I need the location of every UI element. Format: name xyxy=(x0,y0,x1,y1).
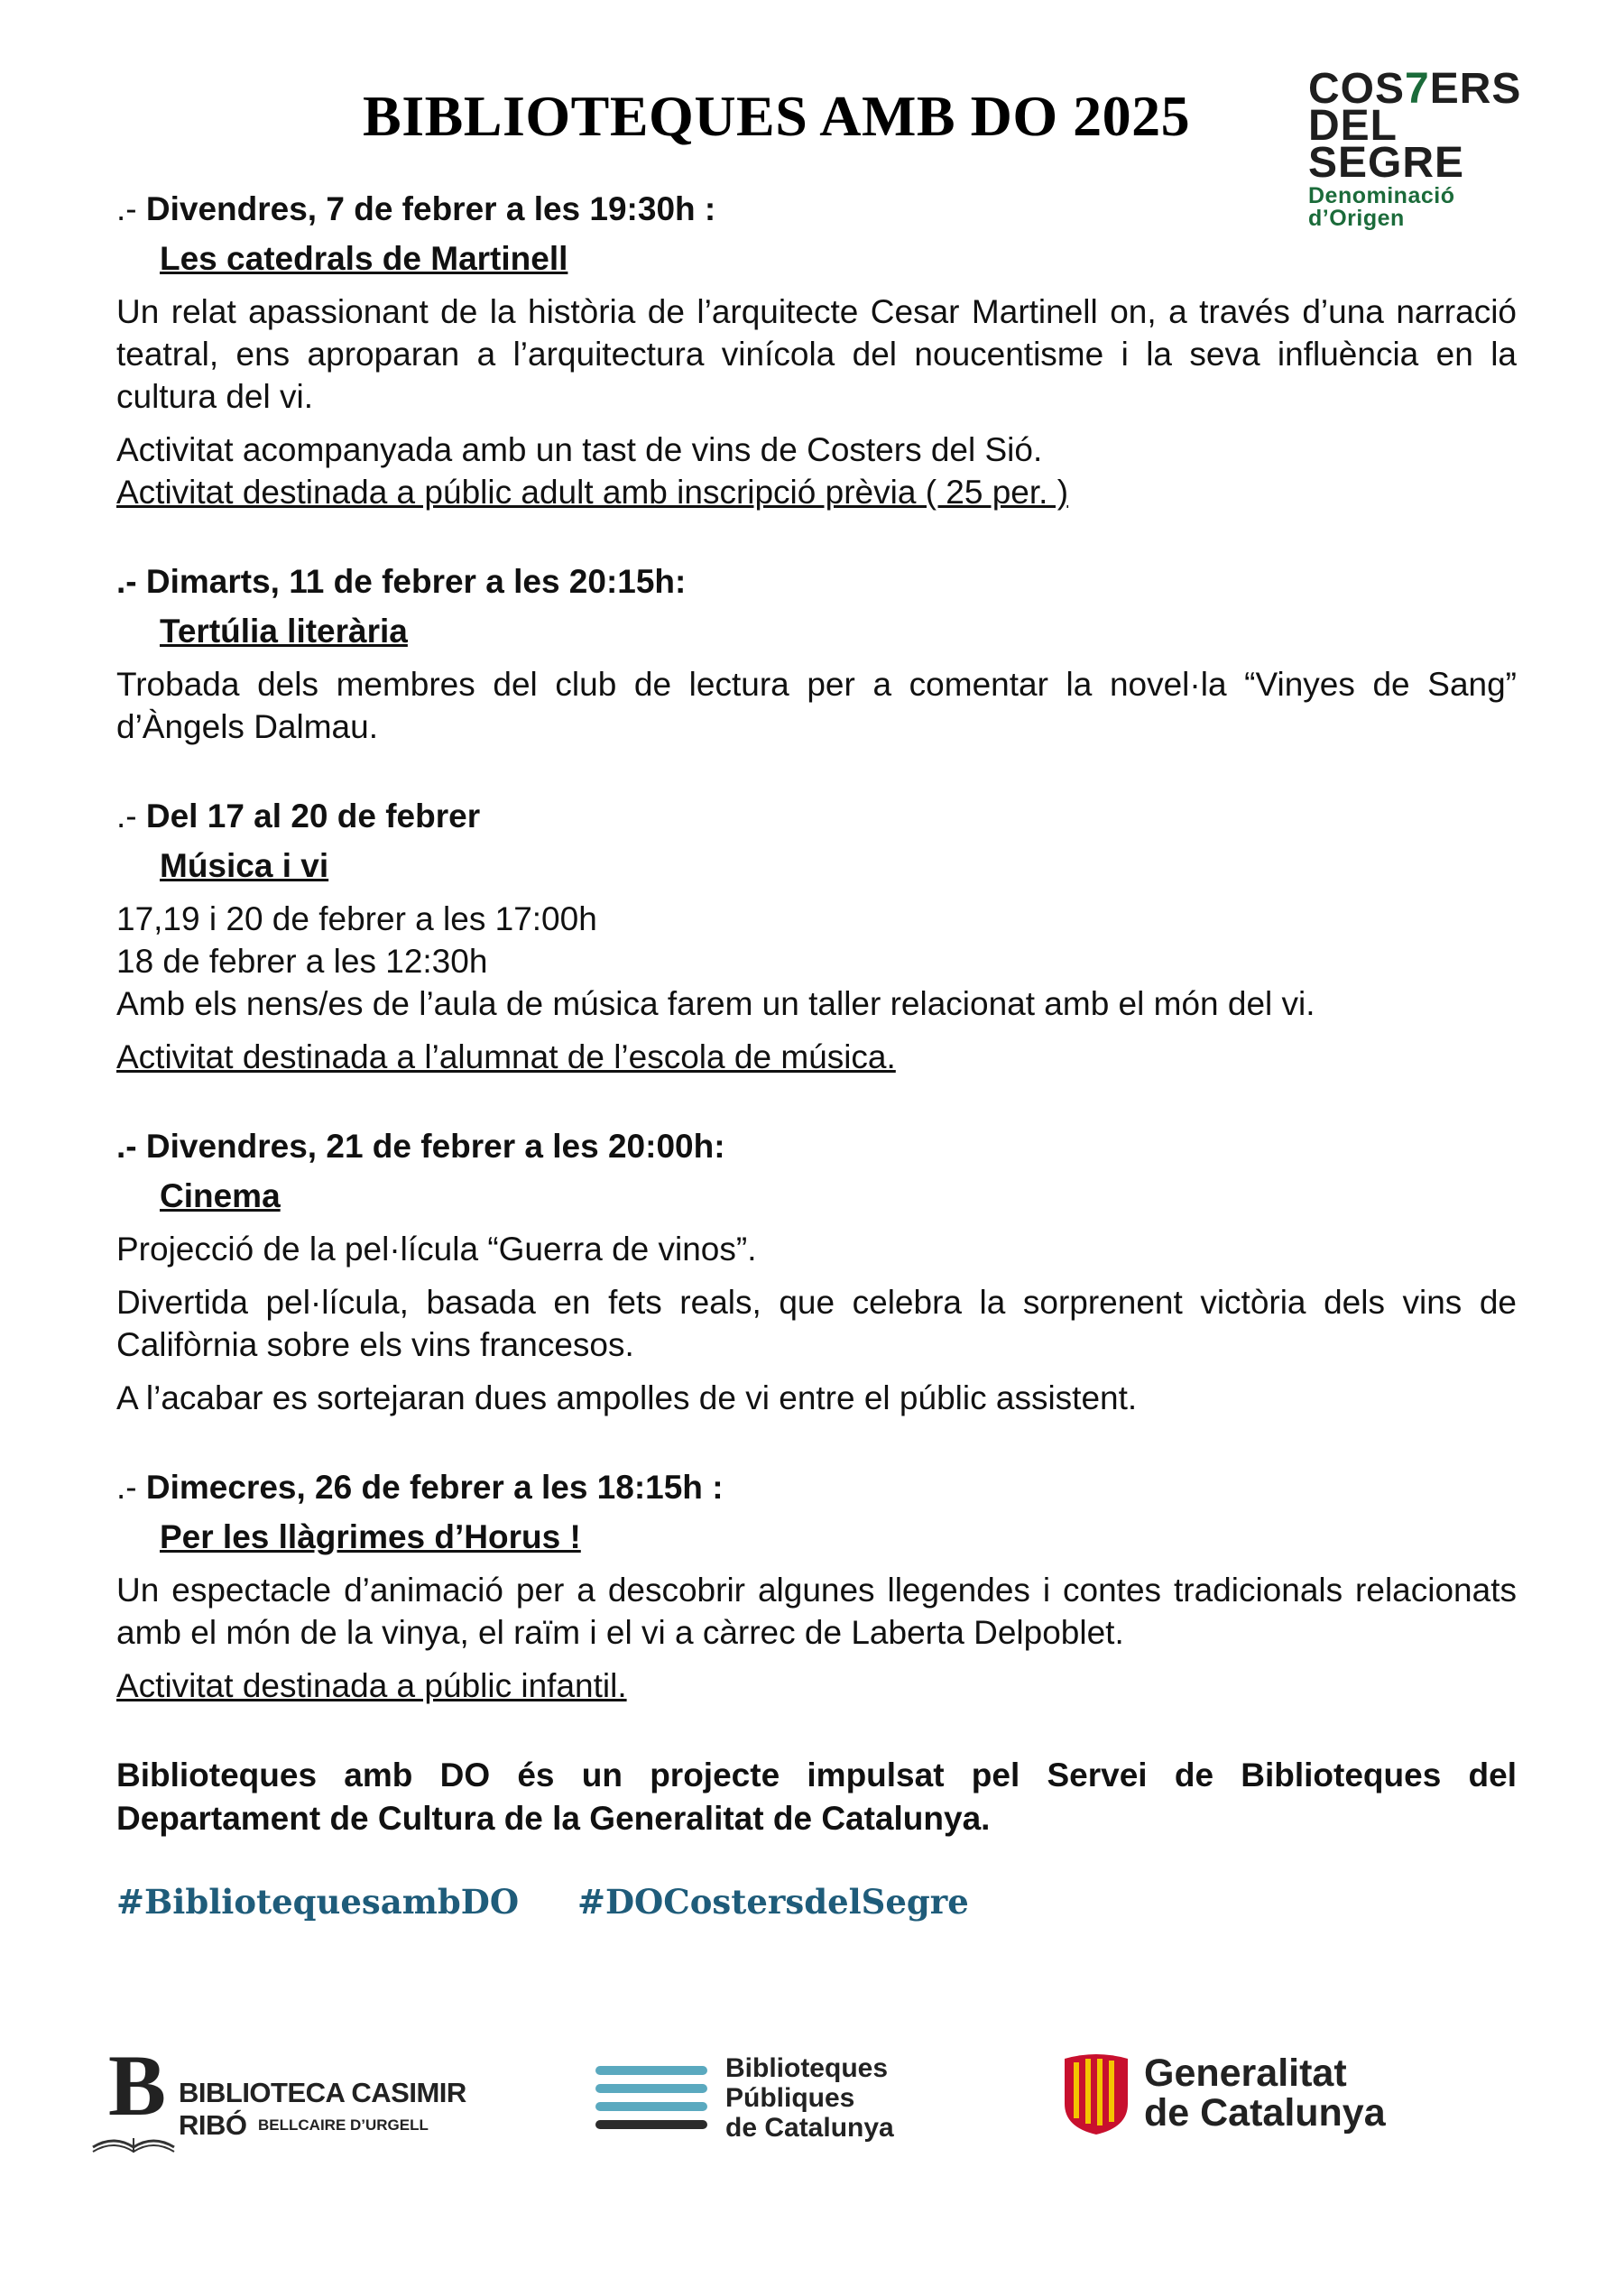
event-description: Amb els nens/es de l’aula de música farem un taller relacionat amb el món del vi. xyxy=(116,985,1315,1022)
event-title: Tertúlia literària xyxy=(160,613,408,650)
event-tertulia xyxy=(116,560,1517,748)
open-book-icon xyxy=(88,2127,179,2154)
event-date: .- Dimarts, 11 de febrer a les 20:15h: xyxy=(116,563,687,600)
event-musica xyxy=(116,795,1517,1078)
event-date: .- Del 17 al 20 de febrer xyxy=(116,798,481,834)
event-schedule: 18 de febrer a les 12:30h xyxy=(116,943,488,980)
biblioteca-casimir-ribo-logo: B BIBLIOTECA CASIMIR RIBÓ BELLCAIRE D’URGELL xyxy=(88,2041,503,2156)
event-audience-note: Activitat destinada a l’alumnat de l’escola de música. xyxy=(116,1038,896,1075)
event-date: .- Divendres, 21 de febrer a les 20:00h: xyxy=(116,1128,725,1165)
event-note: Activitat acompanyada amb un tast de vins de Costers del Sió. xyxy=(116,431,1043,468)
partner-logos xyxy=(88,2037,1532,2167)
event-title: Cinema xyxy=(160,1177,281,1214)
hashtags xyxy=(116,1882,1517,1922)
event-description: Un espectacle d’animació per a descobrir algunes llegendes i contes tradicionals relacionats amb el món de la vinya, el raïm i el vi a càrrec de Laberta Delpoblet. xyxy=(116,1572,1517,1651)
event-title: Música i vi xyxy=(160,847,329,884)
event-martinell xyxy=(116,188,1517,513)
event-date: .- Divendres, 7 de febrer a les 19:30h : xyxy=(116,190,716,227)
event-horus xyxy=(116,1466,1517,1707)
hashtag-biblioteques[interactable]: #BibliotequesambDO xyxy=(116,1882,520,1922)
generalitat-coat-of-arms-icon xyxy=(1061,2050,1131,2136)
do-costers-del-segre-logo: COS7ERS DEL SEGRE Denominació d’Origen xyxy=(1308,65,1522,231)
event-title: Per les llàgrimes d’Horus ! xyxy=(160,1518,581,1555)
event-cinema xyxy=(116,1125,1517,1419)
event-note: A l’acabar es sortejaran dues ampolles de vi entre el públic assistent. xyxy=(116,1379,1138,1416)
project-statement: Biblioteques amb DO és un projecte impulsat pel Servei de Biblioteques del Departament de Cultura de la Generalitat de Catalunya. xyxy=(116,1757,1517,1837)
event-date: .- Dimecres, 26 de febrer a les 18:15h : xyxy=(116,1469,724,1506)
event-description: Un relat apassionant de la història de l’arquitecte Cesar Martinell on, a través d’una narració teatral, ens aproparan a l’arquitectura vinícola del noucentisme i la seva influència en la cultura del vi. xyxy=(116,293,1517,415)
hashtag-costers[interactable]: #DOCostersdelSegre xyxy=(577,1882,969,1922)
generalitat-de-catalunya-logo: Generalitat de Catalunya xyxy=(1056,2041,1435,2149)
page-title: BIBLIOTEQUES AMB DO 2025 xyxy=(363,84,1191,148)
event-description: Divertida pel·lícula, basada en fets reals, que celebra la sorprenent victòria dels vins de Califòrnia sobre els vins francesos. xyxy=(116,1284,1517,1363)
biblioteques-publiques-catalunya-logo: Biblioteques Públiques de Catalunya xyxy=(594,2046,973,2154)
event-schedule: 17,19 i 20 de febrer a les 17:00h xyxy=(116,900,597,937)
event-description: Projecció de la pel·lícula “Guerra de vinos”. xyxy=(116,1231,757,1268)
event-audience-note: Activitat destinada a públic adult amb inscripció prèvia ( 25 per. ) xyxy=(116,474,1069,511)
event-audience-note: Activitat destinada a públic infantil. xyxy=(116,1667,627,1704)
event-title: Les catedrals de Martinell xyxy=(160,240,568,277)
event-list xyxy=(116,188,1517,1922)
event-description: Trobada dels membres del club de lectura per a comentar la novel·la “Vinyes de Sang” d’Àngels Dalmau. xyxy=(116,666,1517,745)
